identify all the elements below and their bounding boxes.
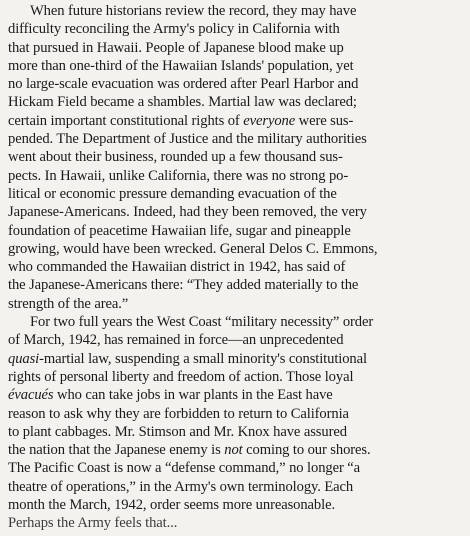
- text-line: Japanese-Americans. Indeed, had they been removed, the very: [8, 204, 367, 221]
- text-line: pects. In Hawaii, unlike California, there was no strong po-: [8, 167, 349, 184]
- text-line: When future historians review the record, they may have: [30, 3, 357, 19]
- text-line: The Pacific Coast is now a “defense command,” no longer “a: [8, 460, 361, 477]
- text-line: went about their business, rounded up a few thousand sus-: [8, 149, 343, 166]
- text-line: Hickam Field became a shambles. Martial law was declared;: [8, 94, 357, 111]
- text-line: difficulty reconciling the Army's policy in California with: [8, 21, 340, 38]
- text-line: foundation of peacetime Hawaiian life, sugar and pineapple: [8, 222, 351, 239]
- text-line: to plant cabbages. Mr. Stimson and Mr. Knox have assured: [8, 423, 347, 440]
- text-line: the nation that the Japanese enemy is not coming to our shores.: [8, 442, 371, 459]
- text-line: quasi-martial law, suspending a small minority's constitutional: [8, 350, 367, 367]
- text-line: pended. The Department of Justice and the military authorities: [8, 131, 367, 148]
- text-line: litical or economic pressure demanding evacuation of the: [8, 185, 337, 202]
- text-line: growing, would have been wrecked. General Delos C. Emmons,: [8, 240, 378, 257]
- article-text: [8, 2, 464, 533]
- text-line: strength of the area.”: [8, 295, 129, 312]
- text-line: Perhaps the Army feels that...: [8, 515, 178, 532]
- text-line: that pursued in Hawaii. People of Japanese blood make up: [8, 39, 344, 56]
- paragraph: [8, 313, 464, 533]
- text-line: month the March, 1942, order seems more unreasonable.: [8, 497, 336, 514]
- text-line: évacués who can take jobs in war plants in the East have: [8, 387, 333, 404]
- text-line: certain important constitutional rights of everyone were sus-: [8, 112, 354, 129]
- text-line: who commanded the Hawaiian district in 1942, has said of: [8, 259, 346, 276]
- text-line: rights of personal liberty and freedom of action. Those loyal: [8, 368, 354, 385]
- text-line: reason to ask why they are forbidden to return to California: [8, 405, 349, 422]
- text-line: no large-scale evacuation was ordered after Pearl Harbor and: [8, 76, 359, 93]
- paragraph: [8, 2, 464, 313]
- text-line: more than one-third of the Hawaiian Islands' population, yet: [8, 57, 354, 74]
- text-line: of March, 1942, has remained in force—an unprecedented: [8, 332, 344, 349]
- text-line: theatre of operations,” in the Army's own terminology. Each: [8, 478, 354, 495]
- text-line: For two full years the West Coast “military necessity” order: [30, 314, 374, 331]
- text-line: the Japanese-Americans there: “They added materially to the: [8, 277, 359, 294]
